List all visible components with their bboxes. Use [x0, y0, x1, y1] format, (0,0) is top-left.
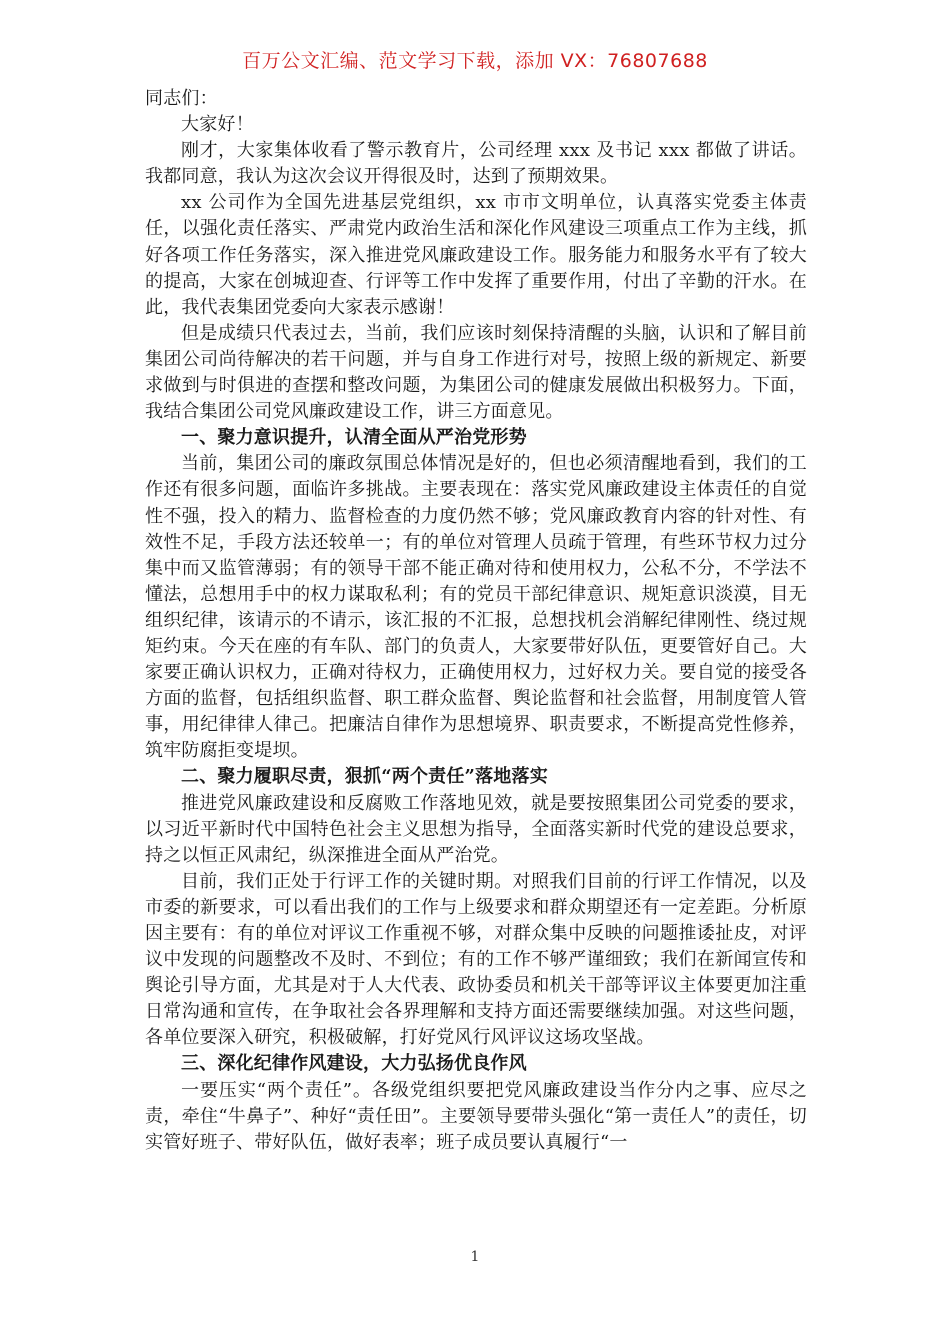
paragraph-achievements: xx 公司作为全国先进基层党组织，xx 市市文明单位，认真落实党委主体责任，以强化责任落实、严肃党内政治生活和深化作风建设三项重点工作为主线，抓好各项工作任务落实，深入推进党风廉政建设工作。服务能力和服务水平有了较大的提高，大家在创城迎查、行评等工作中发挥了重要作用，付出了辛勤的汗水。在此，我代表集团党委向大家表示感谢！ [145, 192, 807, 318]
paragraph-greeting: 大家好！ [181, 114, 254, 136]
paragraph-section-2b: 目前，我们正处于行评工作的关键时期。对照我们目前的行评工作情况，以及市委的新要求，可以看出我们的工作与上级要求和群众期望还有一定差距。分析原因主要有：有的单位对评议工作重视不够，对群众集中反映的问题推诿扯皮，对评议中发现的问题整改不及时、不到位；有的工作不够严谨细致；我们在新闻宣传和舆论引导方面，尤其是对于人大代表、政协委员和机关干部等评议主体要更加注重日常沟通和宣传，在争取社会各界理解和支持方面还需要继续加强。对这些问题，各单位要深入研究，积极破解，打好党风行风评议这场攻坚战。 [145, 870, 807, 1049]
salutation: 同志们： [145, 88, 218, 109]
paragraph-section-2a: 推进党风廉政建设和反腐败工作落地见效，就是要按照集团公司党委的要求，以习近平新时代中国特色社会主义思想为指导，全面落实新时代党的建设总要求，持之以恒正风肃纪，纵深推进全面从严治党。 [145, 792, 807, 866]
paragraph-transition: 但是成绩只代表过去，当前，我们应该时刻保持清醒的头脑，认识和了解目前集团公司尚待解决的若干问题，并与自身工作进行对号，按照上级的新规定、新要求做到与时俱进的查摆和整改问题，为集团公司的健康发展做出积极努力。下面，我结合集团公司党风廉政建设工作，讲三方面意见。 [145, 322, 807, 423]
document-body [145, 86, 807, 1156]
paragraph-opening: 刚才，大家集体收看了警示教育片，公司经理 xxx 及书记 xxx 都做了讲话。我都同意，我认为这次会议开得很及时，达到了预期效果。 [145, 140, 807, 188]
watermark-banner: 百万公文汇编、范文学习下载，添加 VX：76807688 [242, 50, 708, 72]
page-number: 1 [470, 1249, 480, 1265]
paragraph-section-1: 当前，集团公司的廉政氛围总体情况是好的，但也必须清醒地看到，我们的工作还有很多问题，面临许多挑战。主要表现在：落实党风廉政建设主体责任的自觉性不强，投入的精力、监督检查的力度仍然不够；党风廉政教育内容的针对性、有效性不足，手段方法还较单一；有的单位对管理人员疏于管理，有些环节权力过分集中而又监管薄弱；有的领导干部不能正确对待和使用权力，公私不分，不学法不懂法，总想用手中的权力谋取私利；有的党员干部纪律意识、规矩意识淡漠，目无组织纪律，该请示的不请示，该汇报的不汇报，总想找机会消解纪律刚性、绕过规矩约束。今天在座的有车队、部门的负责人，大家要带好队伍，更要管好自己。大家要正确认识权力，正确对待权力，正确使用权力，过好权力关。要自觉的接受各方面的监督，包括组织监督、职工群众监督、舆论监督和社会监督，用制度管人管事，用纪律律人律己。把廉洁自律作为思想境界、职责要求，不断提高党性修养，筑牢防腐拒变堤坝。 [145, 453, 807, 762]
section-heading-3: 三、深化纪律作风建设，大力弘扬优良作风 [181, 1053, 527, 1075]
section-heading-2: 二、聚力履职尽责，狠抓“两个责任”落地落实 [181, 766, 548, 788]
paragraph-section-3: 一要压实“两个责任”。各级党组织要把党风廉政建设当作分内之事、应尽之责，牵住“牛鼻子”、种好“责任田”。主要领导要带头强化“第一责任人”的责任，切实管好班子、带好队伍，做好表率；班子成员要认真履行“一 [145, 1079, 807, 1153]
section-heading-1: 一、聚力意识提升，认清全面从严治党形势 [181, 427, 527, 449]
